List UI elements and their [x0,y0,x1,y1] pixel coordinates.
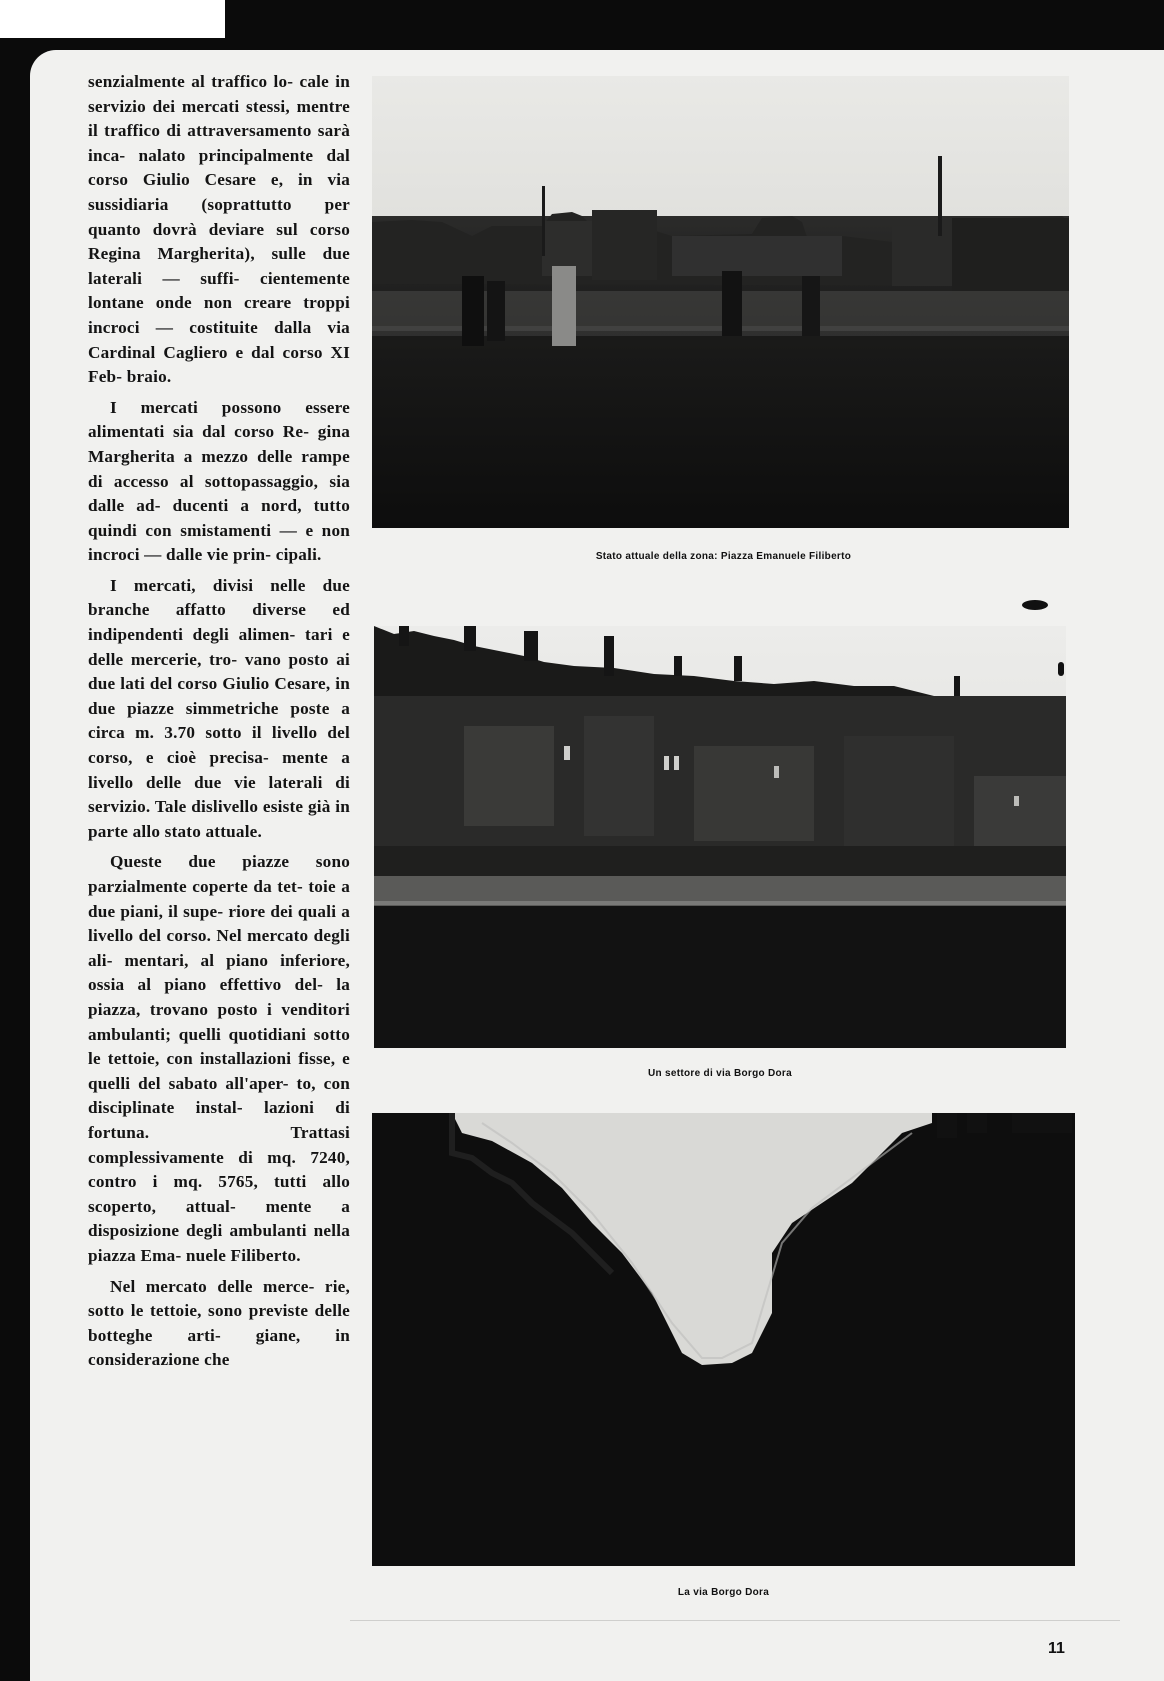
scan-left-shadow [0,38,30,1681]
text-line: non creare troppi incroci — [88,293,350,337]
text-line: quotidiani sotto le tettoie, [88,1024,351,1069]
text-line: I mercati possono essere [110,397,350,417]
text-line: to, con disciplinate instal- [88,1073,351,1118]
text-line: quelli del sabato all'aper- [88,1073,289,1093]
text-line: venditori ambulanti; quelli [88,999,350,1044]
scan-margin-tab [0,0,225,38]
text-line: braio. [126,367,172,387]
text-line: vano posto ai due lati del [88,649,351,694]
text-line: ducenti a nord, tutto quindi [88,496,350,540]
photo-via-borgo-dora [372,1113,1075,1566]
paragraph [88,70,350,390]
text-line: previste delle botteghe arti- [88,1301,351,1345]
text-line: cipali. [275,545,322,565]
text-line: costituite dalla via Cardinal [88,317,350,362]
photo3-caption: La via Borgo Dora [677,1587,770,1598]
text-line: gina Margherita a mezzo [88,422,351,466]
text-line: sulle due laterali — suffi- [88,244,350,288]
photo1-caption: Stato attuale della zona: Piazza Emanuele Filiberto [595,551,852,562]
text-line: corso Regina Margherita), [88,219,350,264]
text-line: corso Giulio Cesare, in due [88,674,350,718]
text-line: rie, sotto le tettoie, sono [88,1276,350,1321]
text-line: giane, in considerazione che [88,1325,350,1370]
text-line: Cagliero e dal corso XI Feb- [88,342,350,387]
text-line: tutti allo scoperto, attual- [88,1172,350,1216]
text-line: Queste due piazze sono [110,852,350,872]
text-line: Nel mercato delle merce- [110,1276,315,1296]
text-line: sottopassaggio, sia dalle ad- [88,471,350,516]
photo-piazza-image [372,76,1069,528]
text-line: allo stato attuale. [132,821,262,841]
text-line: incroci — dalle vie prin- [88,545,272,565]
paragraph [88,850,350,1268]
text-line: parzialmente coperte da tet- [88,877,303,896]
article-text-column [88,70,350,1379]
text-line: la piazza, trovano posto i [88,975,351,1019]
text-line: piazze simmetriche poste a [127,698,350,718]
text-line: riore dei quali a livello del [88,901,350,946]
text-line: via sussidiaria (soprattutto [88,170,351,214]
text-line: dislivello esiste già in parte [88,797,351,841]
text-line: branche affatto diverse ed [88,600,350,620]
text-line: 7240, contro i mq. 5765, [88,1147,350,1192]
text-line: toie a due piani, il supe- [88,877,351,921]
photo-borgo-dora-sector [374,626,1066,1048]
text-line: alimentati sia dal corso Re- [88,422,310,442]
text-line: senzialmente al traffico lo- [88,72,294,91]
text-line: attraversamento sarà inca- [88,121,351,165]
paragraph [88,574,350,845]
text-line: complessivamente di mq. [88,1147,297,1167]
text-line: circa m. 3.70 sotto il livello [88,723,318,743]
text-line: indipendenti degli alimen- [88,625,296,645]
text-line: cientemente lontane onde [88,268,350,313]
text-line: vie laterali di servizio. Tale [88,772,351,817]
ink-blot [1022,600,1048,610]
text-line: ossia al piano effettivo del- [88,975,324,995]
text-line: delle rampe di accesso al [88,446,350,491]
text-line: nalato principalmente dal [138,145,350,165]
text-line: corso Giulio Cesare e, in [88,170,313,190]
page-number: 11 [1048,1640,1065,1657]
photo-borgo-dora-sector-image [374,626,1066,1048]
text-line: con smistamenti — e non [145,520,350,540]
text-line: I mercati, divisi nelle due [110,575,350,595]
text-line: nuele Filiberto. [185,1245,301,1265]
text-line: mentari, al piano inferiore, [124,950,350,970]
photo-piazza-emanuele-filiberto [372,76,1069,528]
ink-mark [1058,662,1064,676]
photo-via-borgo-dora-image [372,1113,1075,1566]
text-line: lazioni di fortuna. Trattasi [88,1098,350,1142]
text-line: corso. Nel mercato degli ali- [88,926,350,970]
text-line: mente a disposizione degli [88,1196,350,1241]
paragraph [88,1275,350,1373]
text-line: per quanto dovrà deviare sul [88,194,350,239]
text-line: del corso, e cioè precisa- [88,723,350,768]
page-bottom-rule [350,1620,1120,1621]
text-line: stessi, mentre il traffico di [88,96,350,141]
text-line: con installazioni fisse, e [166,1049,351,1069]
paragraph [88,396,350,568]
text-line: mente a livello delle due [88,748,350,792]
photo2-caption: Un settore di via Borgo Dora [648,1068,792,1079]
text-line: ambulanti nella piazza Ema- [88,1221,351,1265]
text-line: tari e delle mercerie, tro- [88,625,350,669]
text-line: cale in servizio dei mercati [88,72,350,116]
